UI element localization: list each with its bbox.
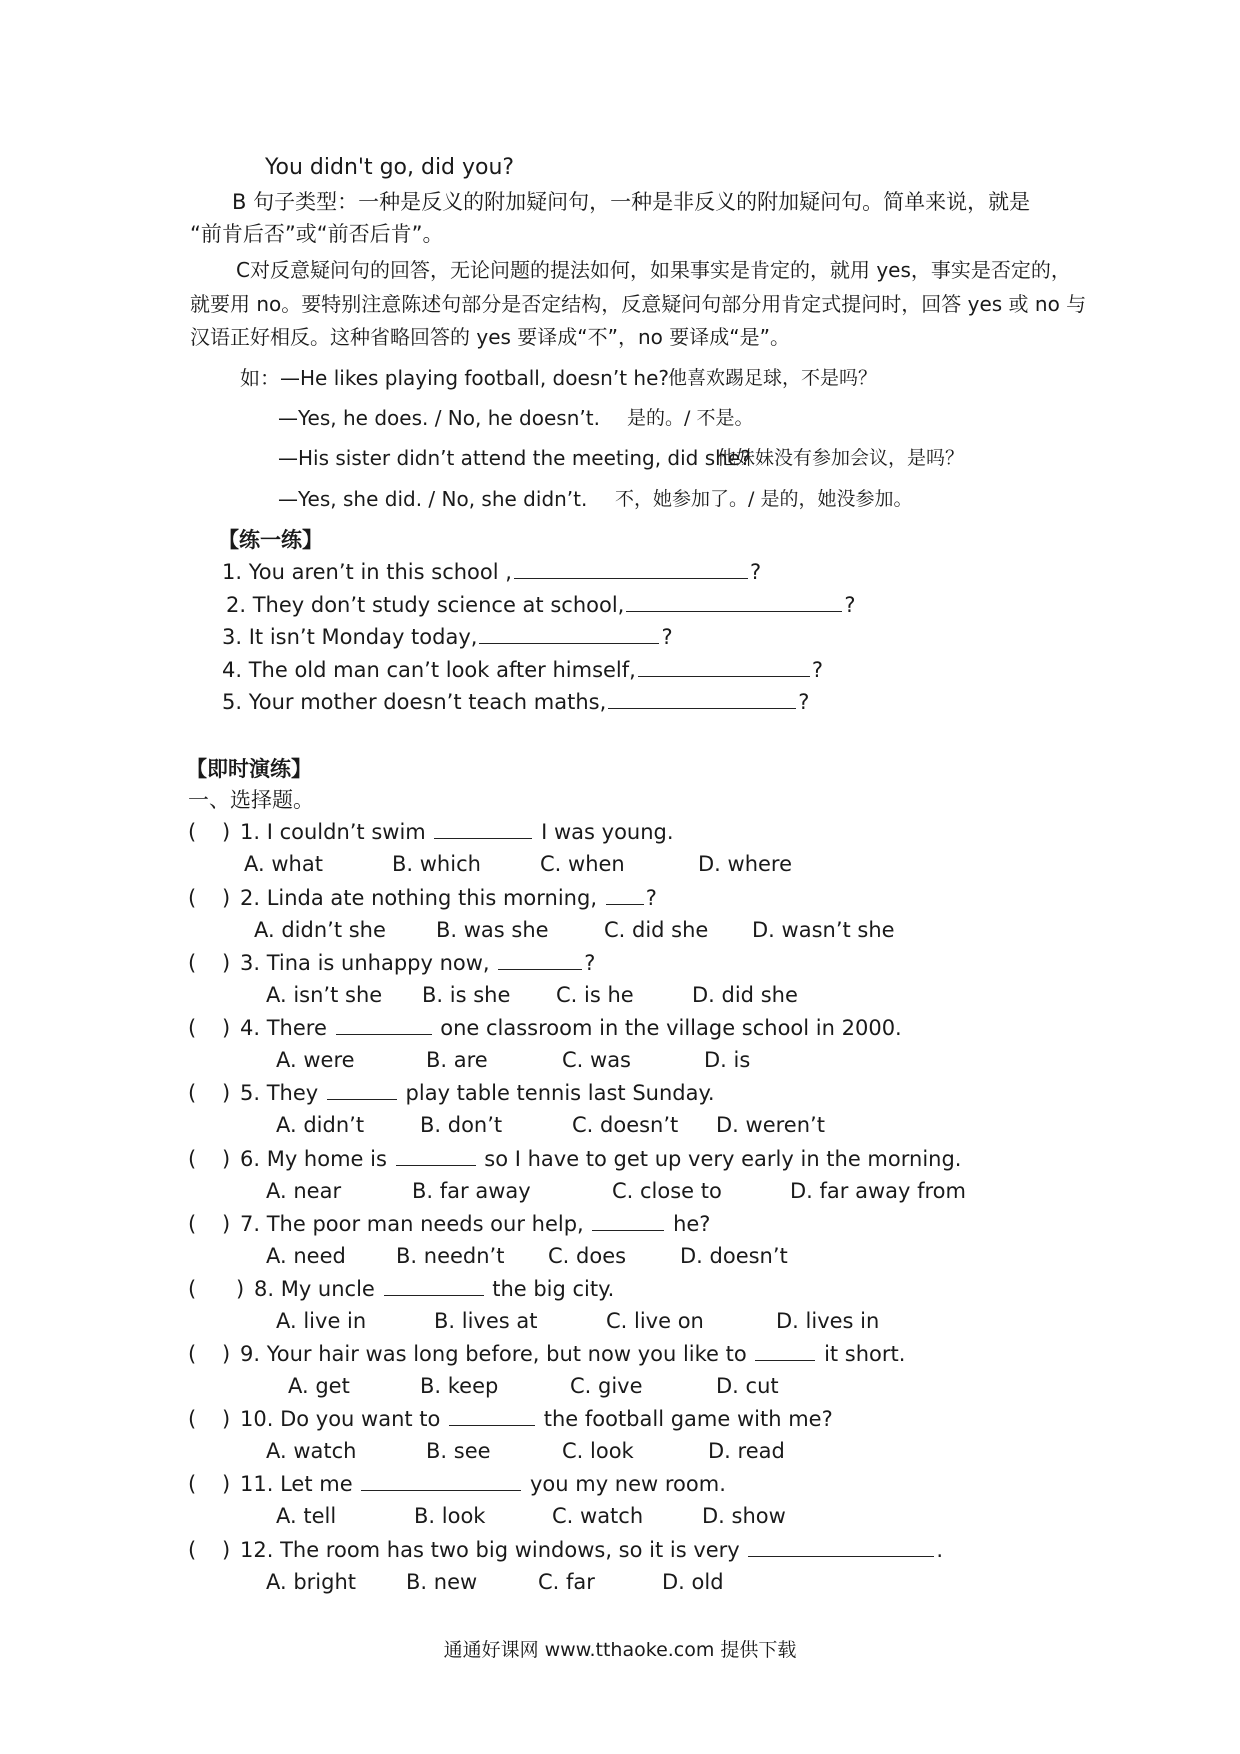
- option-a[interactable]: A. didn’t: [276, 1113, 365, 1137]
- option-b[interactable]: B. lives at: [434, 1309, 538, 1333]
- question-text: 1. I couldn’t swim: [240, 820, 433, 844]
- answer-paren-close: ): [236, 1277, 245, 1301]
- option-b[interactable]: B. needn’t: [396, 1244, 505, 1268]
- answer-blank[interactable]: [384, 1275, 484, 1296]
- question-stem: [240, 1340, 905, 1368]
- option-a[interactable]: A. didn’t she: [254, 918, 386, 942]
- practice-item: 1. You aren’t in this school , ?: [222, 560, 762, 584]
- answer-paren-open: (: [188, 1277, 197, 1301]
- answer-paren-close: ): [222, 1147, 231, 1171]
- option-d[interactable]: D. weren’t: [716, 1113, 825, 1137]
- answer-paren-close: ): [222, 1538, 231, 1562]
- option-a[interactable]: A. live in: [276, 1309, 367, 1333]
- answer-box[interactable]: [202, 1145, 218, 1173]
- option-c[interactable]: C. when: [540, 852, 625, 876]
- answer-blank[interactable]: [336, 1014, 432, 1035]
- example-cn: 是的。/ 不是。: [627, 407, 754, 429]
- question-stem: [240, 949, 595, 977]
- answer-paren-close: ): [222, 1212, 231, 1236]
- answer-box[interactable]: [202, 1340, 218, 1368]
- option-d[interactable]: D. show: [702, 1504, 786, 1528]
- option-d[interactable]: D. lives in: [776, 1309, 880, 1333]
- question-stem: [240, 1079, 715, 1107]
- point-c-line-2: 就要用 no。要特别注意陈述句部分是否定结构，反意疑问句部分用肯定式提问时，回答 yes 或 no 与: [190, 292, 1087, 316]
- answer-paren-open: (: [188, 951, 197, 975]
- answer-box[interactable]: [202, 949, 218, 977]
- option-c[interactable]: C. does: [548, 1244, 627, 1268]
- option-c[interactable]: C. did she: [604, 918, 709, 942]
- answer-blank[interactable]: [755, 1340, 815, 1361]
- answer-paren-open: (: [188, 1407, 197, 1431]
- question-text-end: I was young.: [534, 820, 674, 844]
- drill-heading: 【即时演练】: [186, 757, 312, 781]
- option-b[interactable]: B. are: [426, 1048, 488, 1072]
- option-c[interactable]: C. watch: [552, 1504, 644, 1528]
- question-stem: [240, 1145, 961, 1173]
- answer-blank[interactable]: [361, 1470, 521, 1491]
- option-d[interactable]: D. cut: [716, 1374, 779, 1398]
- option-c[interactable]: C. is he: [556, 983, 634, 1007]
- option-a[interactable]: A. watch: [266, 1439, 357, 1463]
- option-d[interactable]: D. did she: [692, 983, 798, 1007]
- option-a[interactable]: A. were: [276, 1048, 355, 1072]
- answer-box[interactable]: [202, 1405, 218, 1433]
- answer-blank[interactable]: [449, 1405, 535, 1426]
- answer-box[interactable]: [202, 1275, 232, 1303]
- option-a[interactable]: A. near: [266, 1179, 342, 1203]
- question-text: 5. They: [240, 1081, 325, 1105]
- answer-blank[interactable]: [479, 623, 659, 644]
- footer: 通通好课网 www.tthaoke.com 提供下载: [443, 1639, 797, 1661]
- answer-paren-open: (: [188, 886, 197, 910]
- question-stem: [240, 818, 674, 846]
- answer-paren-close: ): [222, 951, 231, 975]
- question-text: 2. Linda ate nothing this morning,: [240, 886, 604, 910]
- option-a[interactable]: A. need: [266, 1244, 346, 1268]
- question-text-end: the big city.: [485, 1277, 615, 1301]
- practice-heading: 【练一练】: [218, 528, 323, 552]
- option-d[interactable]: D. where: [698, 852, 793, 876]
- option-c[interactable]: C. doesn’t: [572, 1113, 679, 1137]
- answer-blank[interactable]: [638, 656, 810, 677]
- option-a[interactable]: A. what: [244, 852, 323, 876]
- question-stem: [254, 1275, 614, 1303]
- question-text: 12. The room has two big windows, so it is very: [240, 1538, 747, 1562]
- question-stem: [240, 1536, 943, 1564]
- option-c[interactable]: C. close to: [612, 1179, 722, 1203]
- answer-paren-open: (: [188, 1081, 197, 1105]
- practice-item: 2. They don’t study science at school, ?: [226, 593, 856, 617]
- question-stem: [240, 1210, 710, 1238]
- option-d[interactable]: D. is: [704, 1048, 751, 1072]
- option-c[interactable]: C. was: [562, 1048, 631, 1072]
- option-b[interactable]: B. look: [414, 1504, 486, 1528]
- answer-paren-close: ): [222, 1081, 231, 1105]
- answer-paren-open: (: [188, 1342, 197, 1366]
- question-text: 8. My uncle: [254, 1277, 382, 1301]
- option-d[interactable]: D. doesn’t: [680, 1244, 788, 1268]
- example-en: —He likes playing football, doesn’t he?: [280, 366, 670, 390]
- option-a[interactable]: A. isn’t she: [266, 983, 383, 1007]
- option-d[interactable]: D. read: [708, 1439, 785, 1463]
- answer-box[interactable]: [202, 1079, 218, 1107]
- option-b[interactable]: B. is she: [422, 983, 511, 1007]
- answer-paren-open: (: [188, 1472, 197, 1496]
- point-c-line-3: 汉语正好相反。这种省略回答的 yes 要译成“不”，no 要译成“是”。: [190, 325, 790, 349]
- question-text: 9. Your hair was long before, but now you like to: [240, 1342, 754, 1366]
- option-c[interactable]: C. give: [570, 1374, 643, 1398]
- question-text-end: he?: [666, 1212, 711, 1236]
- option-d[interactable]: D. old: [662, 1570, 724, 1594]
- question-text: 10. Do you want to: [240, 1407, 448, 1431]
- question-text-end: .: [936, 1538, 944, 1562]
- answer-blank[interactable]: [626, 591, 842, 612]
- example-cn: 他喜欢踢足球，不是吗？: [668, 367, 878, 389]
- option-d[interactable]: D. far away from: [790, 1179, 966, 1203]
- example-cn: 不，她参加了。/ 是的，她没参加。: [615, 488, 913, 510]
- option-b[interactable]: B. new: [406, 1570, 478, 1594]
- answer-box[interactable]: [202, 818, 218, 846]
- answer-blank[interactable]: [748, 1536, 934, 1557]
- point-c-line-1: C对反意疑问句的回答，无论问题的提法如何，如果事实是肯定的，就用 yes，事实是否定的，: [236, 258, 1071, 282]
- question-text: 3. Tina is unhappy now,: [240, 951, 497, 975]
- question-text-end: play table tennis last Sunday.: [398, 1081, 715, 1105]
- example-en: —Yes, she did. / No, she didn’t.: [278, 487, 588, 511]
- answer-paren-close: ): [222, 1407, 231, 1431]
- option-c[interactable]: C. look: [562, 1439, 634, 1463]
- practice-item: 3. It isn’t Monday today, ?: [222, 625, 673, 649]
- answer-paren-close: ): [222, 1342, 231, 1366]
- option-a[interactable]: A. get: [288, 1374, 350, 1398]
- question-text-end: ?: [584, 951, 596, 975]
- answer-box[interactable]: [202, 1536, 218, 1564]
- answer-paren-open: (: [188, 1212, 197, 1236]
- point-b-line-2: “前肯后否”或“前否后肯”。: [190, 222, 444, 246]
- intro-example-line: You didn't go, did you?: [265, 155, 515, 180]
- question-text: 4. There: [240, 1016, 334, 1040]
- answer-paren-close: ): [222, 820, 231, 844]
- example-en: —His sister didn’t attend the meeting, did she?: [278, 446, 751, 470]
- practice-item: 5. Your mother doesn’t teach maths, ?: [222, 690, 810, 714]
- example-en: —Yes, he does. / No, he doesn’t.: [278, 406, 600, 430]
- answer-paren-open: (: [188, 820, 197, 844]
- question-text-end: you my new room.: [523, 1472, 726, 1496]
- answer-paren-close: ): [222, 886, 231, 910]
- point-b-line-1: B 句子类型：一种是反义的附加疑问句，一种是非反义的附加疑问句。简单来说，就是: [232, 190, 1031, 214]
- option-c[interactable]: C. far: [538, 1570, 595, 1594]
- question-stem: [240, 1470, 726, 1498]
- example-prefix: 如：: [240, 366, 280, 390]
- question-text: 11. Let me: [240, 1472, 360, 1496]
- answer-box[interactable]: [202, 1210, 218, 1238]
- section-title: 一、选择题。: [188, 788, 314, 812]
- answer-blank[interactable]: [498, 949, 582, 970]
- answer-blank[interactable]: [434, 818, 532, 839]
- question-text-end: the football game with me?: [537, 1407, 833, 1431]
- answer-paren-open: (: [188, 1147, 197, 1171]
- option-c[interactable]: C. live on: [606, 1309, 704, 1333]
- example-cn: 他妹妹没有参加会议，是吗？: [717, 447, 965, 469]
- answer-box[interactable]: [202, 884, 218, 912]
- option-a[interactable]: A. bright: [266, 1570, 357, 1594]
- answer-blank[interactable]: [514, 558, 748, 579]
- option-b[interactable]: B. which: [392, 852, 481, 876]
- answer-blank[interactable]: [327, 1079, 397, 1100]
- answer-paren-open: (: [188, 1016, 197, 1040]
- answer-blank[interactable]: [606, 884, 644, 905]
- question-text-end: so I have to get up very early in the morning.: [477, 1147, 962, 1171]
- option-b[interactable]: B. far away: [412, 1179, 531, 1203]
- option-b[interactable]: B. see: [426, 1439, 491, 1463]
- question-stem: [240, 884, 657, 912]
- question-text: 7. The poor man needs our help,: [240, 1212, 591, 1236]
- question-stem: [240, 1014, 902, 1042]
- question-stem: [240, 1405, 833, 1433]
- option-b[interactable]: B. keep: [420, 1374, 499, 1398]
- answer-box[interactable]: [202, 1014, 218, 1042]
- practice-item: 4. The old man can’t look after himself, ?: [222, 658, 823, 682]
- question-text-end: one classroom in the village school in 2000.: [433, 1016, 902, 1040]
- question-text-end: it short.: [817, 1342, 906, 1366]
- option-b[interactable]: B. was she: [436, 918, 549, 942]
- option-b[interactable]: B. don’t: [420, 1113, 503, 1137]
- answer-paren-close: ): [222, 1016, 231, 1040]
- answer-paren-open: (: [188, 1538, 197, 1562]
- example-row-1: [240, 364, 669, 392]
- answer-blank[interactable]: [608, 688, 796, 709]
- option-d[interactable]: D. wasn’t she: [752, 918, 895, 942]
- option-a[interactable]: A. tell: [276, 1504, 337, 1528]
- question-text-end: ?: [645, 886, 657, 910]
- question-text: 6. My home is: [240, 1147, 394, 1171]
- answer-blank[interactable]: [396, 1145, 476, 1166]
- answer-blank[interactable]: [592, 1210, 664, 1231]
- answer-box[interactable]: [202, 1470, 218, 1498]
- answer-paren-close: ): [222, 1472, 231, 1496]
